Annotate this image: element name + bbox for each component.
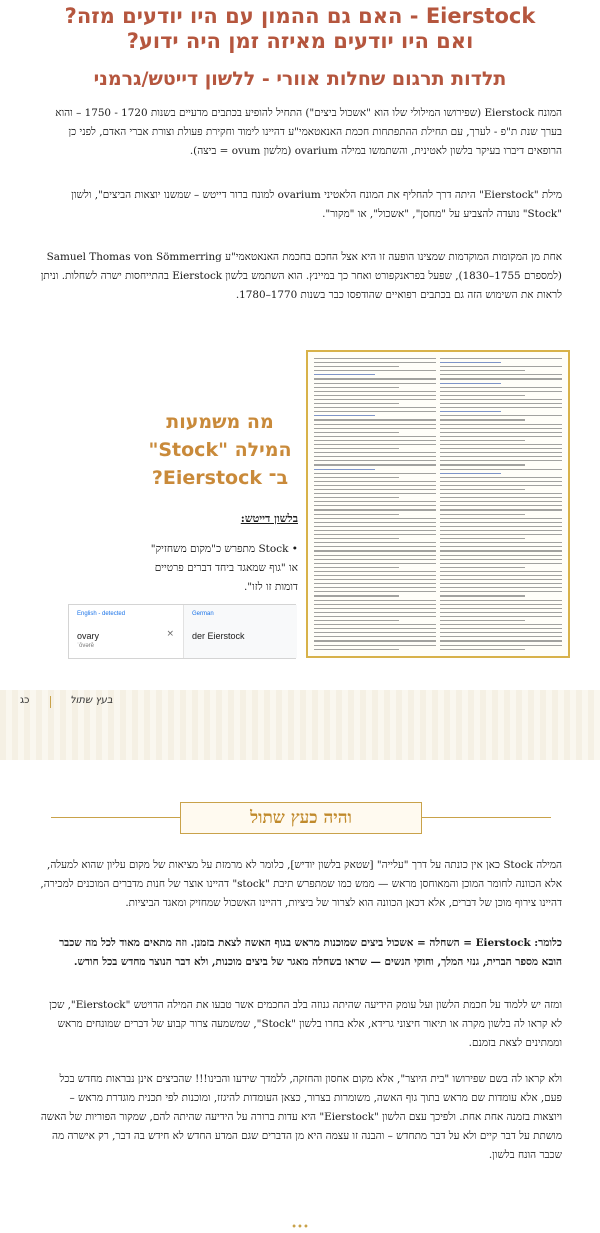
page2-paragraph-2: כלומר: Eierstock = השחלה = אשכול ביצים שמוכנות מראש בגוף האשה לצאת בזמנן. וזה מתאים מאוד לכל מה שכבר הובא מספר הברית, גנזי המלך, וחוקי הנשים — שראו בשחלה מאגר של ביצים מוכנות, ולא דבר הנוצר מחדש בכל חודש. (59, 937, 562, 968)
page-footer (0, 690, 600, 714)
decorative-dots: ••• (291, 1222, 309, 1233)
footer-separator (50, 696, 51, 708)
source-language-label[interactable]: English - detected (77, 611, 126, 617)
page-bottom (0, 760, 600, 1233)
language-label: בלשון דייטש: (240, 512, 298, 525)
definition-bullet: • Stock מתפרש כ"מקום משחזיק" או "גוף שמאגד ביחד דברים פרטיים דומות זו לזו". (150, 543, 298, 593)
paragraph-2: מילת "Eierstock" היתה דרך להחליף את המונח הלאטיני ovarium למונח ברור דייטש – שמשנו יוצאות הביצים", ולשון "Stock" נועדה להצביע על "מחסן", "אשכול", או "מקור". (71, 189, 562, 220)
target-text: der Eierstock (192, 631, 245, 641)
translator-target-pane (183, 605, 297, 658)
close-icon[interactable]: × (166, 629, 174, 639)
page-number: כג (20, 695, 30, 706)
page2-paragraph-1: המילה Stock כאן אין כונתה על דרך "עלייה" [שטאק בלשון יודיש], כלומר לא מרמזת על מציאות של מקום עליון שהוא למעלה, אלא הכוונה לחומר המוכן והמאוחסן מראש — ממש כמו שמתפרש תיבת "stock" דהיינו אוצר של חנות מדברים המוכנים למכירה, דהיינו צירוף מוכן של דברים, אלא דכאן הכוונה הוא לצרור של ביציות, דהיינו האשכול שמחזיק ומאגד הביציות. (40, 859, 562, 909)
title-line-1: Eierstock - האם גם ההמון עם היו יודעים מזה? (64, 4, 536, 28)
dictionary-column-left (314, 358, 436, 650)
dictionary-column-right (440, 358, 562, 650)
source-pronunciation: ˈōvərē (77, 643, 95, 649)
dictionary-scan-image (306, 350, 570, 658)
target-language-label[interactable]: German (192, 611, 214, 617)
page2-paragraph-4: ולא קראו לה בשם שפירושו "בית היוצר", אלא מקום אחסון והחזקה, ללמדך שידעו והבינו!!! שהביצים אינן נבראות מחדש בכל פעם, אלא עומדות שם מראש בתוך גוף האשה, משומרות בצרור, כצאן העומדות להיגזז, ומוכנות לפי תכנית מוגדרת מראש – ויוצאות בזמנה אחת אחת. ולפיכך עצם הלשון "Eierstock" היא עדות ברורה על הידיעה שהיתה להם, שמקור הפוריות של האשה מושתת על דבר קיים ולא על דבר מתחדש – והבנה זו עצמה היא מן הדברים שגם המדע החדש לא חידש בה דבר, רק אישרה מה שכבר הונח בלשון. (40, 1073, 562, 1161)
paragraph-1: המונח Eierstock (שפירושו המילולי שלו הוא "אשכול ביצים") התחיל להופיע בכתבים מדעיים בשנות 1720 - 1750 – והוא בערך שנת ת"פ - לערך, עם תחילת ההתפתחות חכמת האנאטאמי"ע דהיינו לימוד וחקירת פעולת וצורת אברי האדם, לפני כן הרופאים דיברו בעיקר בלשון לאטינית, והשתמשו במילה ovarium (מלשון ovum = ביצה). (55, 107, 562, 157)
translator-source-pane[interactable] (69, 605, 182, 658)
chapter-banner: והיה כעץ שתול (180, 802, 422, 834)
page-title (20, 4, 580, 54)
section-question-title: מה משמעות המילה "Stock" ב־ Eierstock? (148, 411, 292, 489)
book-name: בעץ שתול (70, 695, 113, 706)
paragraph-3: אחת מן המקומות המוקדמות שמצינו הופעה זו היא אצל החכם בחכמת האנאטאמי"ע Samuel Thomas von Sömmerring (למספרם 1755–1830), שפעל בפראנקפורט ואחר כך במיינץ. הוא השתמש בלשון Eierstock בהתייחסות ישרה לשחלות. וניתן לראות את השימוש הזה גם בכתבים רפואיים שהודפסו כבר בשנות 1770–1780. (40, 251, 562, 301)
translator-widget (68, 604, 296, 659)
title-line-2: ואם היו יודעים מאיזה זמן היה ידוע? (126, 29, 474, 53)
section-subtitle: תלדות תרגום שחלות אוורי - ללשון דייטש/גרמני (93, 68, 507, 90)
definition-text: Stock מתפרש כ"מקום משחזיק" או "גוף שמאגד ביחד דברים פרטיים דומות זו לזו". (150, 543, 298, 593)
source-text[interactable]: ovary (77, 631, 100, 641)
page2-paragraph-3: ומזה יש ללמוד על חכמת הלשון ועל עומק הידיעה שהיתה גנוזה בלב החכמים אשר טבעו את המילה הדויטש "Eierstock", שכן לא קראו לה בלשון מקרה או תיאור חיצוני גרידא, אלא בחרו בלשון "Stock", שמשמעה צרור קבוע של דברים שמונחים מראש וממתינים לצאת בזמנם. (49, 999, 562, 1049)
